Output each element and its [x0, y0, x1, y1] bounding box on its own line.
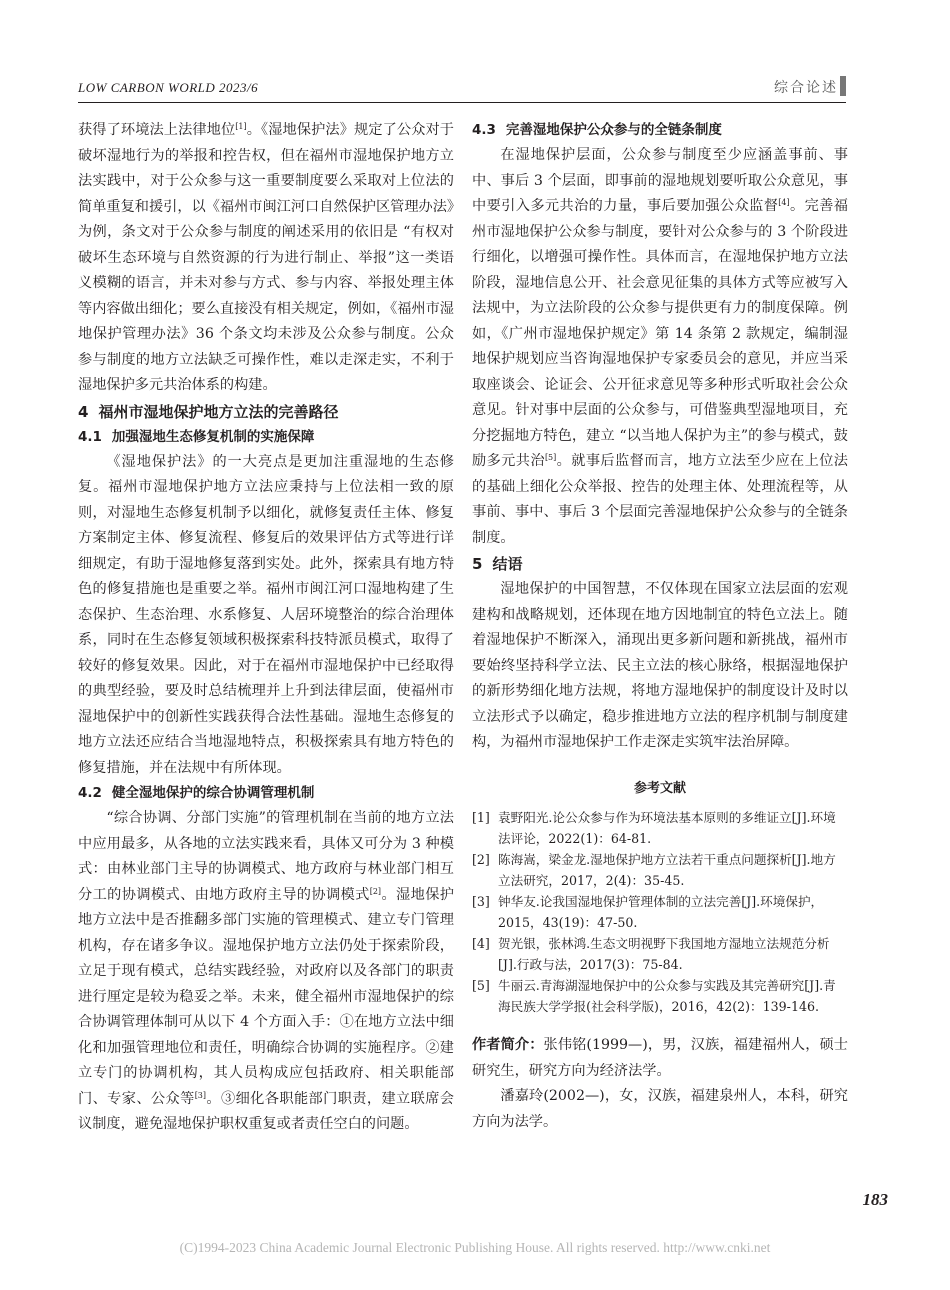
section-name: 综合论述 — [774, 80, 838, 96]
reference-item: [5] 牛丽云.青海湖湿地保护中的公众参与实践及其完善研究[J].青海民族大学学报(社会科学版)，2016，42(2)：139-146. — [472, 978, 836, 1014]
paragraph-full-chain: 在湿地保护层面，公众参与制度至少应涵盖事前、事中、事后 3 个层面，即事前的湿地规划要听取公众意见，事中要引入多元共治的力量，事后要加强公众监督[4]。完善福州市湿地保护公众参与制度，要针对公众参与的 3 个阶段进行细化，以增强可操作性。具体而言，在湿地保护地方立法阶段，湿地信息公开、社会意见征集的具体方式等应被写入法规中，为立法阶段的公众参与提供更有力的制度保障。例如，《广州市湿地保护规定》第 14 条第 2 款规定，编制湿地保护规划应当咨询湿地保护专家委员会的意见，并应当采取座谈会、论证会、公开征求意见等多种形式听取社会公众意见。针对事中层面的公众参与，可借鉴典型湿地项目，充分挖掘地方特色，建立 “以当地人保护为主”的参与模式，鼓励多元共治[5]。就事后监督而言，地方立法至少应在上位法的基础上细化公众举报、控告的处理主体、处理流程等，从事前、事中、事后 3 个层面完善湿地保护公众参与的全链条制度。 — [472, 147, 848, 546]
citation-5: [5] — [544, 453, 557, 462]
reference-item: [2] 陈海嵩，梁金龙.湿地保护地方立法若干重点问题探析[J].地方立法研究，2017，2(4)：35-45. — [472, 852, 836, 888]
paragraph-conclusion: 湿地保护的中国智慧，不仅体现在国家立法层面的宏观建构和战略规划，还体现在地方因地制宜的特色立法上。随着湿地保护不断深入，涌现出更多新问题和新挑战，福州市要始终坚持科学立法、民主立法的核心脉络，根据湿地保护的新形势细化地方法规，将地方湿地保护的制度设计及时以立法形式予以确定，稳步推进地方立法的程序机制与制度建构，为福州市湿地保护工作走深走实筑牢法治屏障。 — [472, 581, 848, 750]
paragraph-coordination: “综合协调、分部门实施”的管理机制在当前的地方立法中应用最多，从各地的立法实践来看，具体又可分为 3 种模式：由林业部门主导的协调模式、地方政府与林业部门相互分工的协调模式、由地方政府主导的协调模式[2]。湿地保护地方立法中是否推翻多部门实施的管理模式、建立专门管理机构，存在诸多争议。湿地保护地方立法仍处于探索阶段，立足于现有模式，总结实践经验，对政府以及各部门的职责进行厘定是较为稳妥之举。未来，健全福州市湿地保护的综合协调管理体制可从以下 4 个方面入手：①在地方立法中细化和加强管理地位和责任，明确综合协调的实施程序。②建立专门的协调机构，其人员构成应包括政府、相关职能部门、专家、公众等[3]。③细化各职能部门职责，建立联席会议制度，避免湿地保护职权重复或者责任空白的问题。 — [78, 810, 454, 1132]
reference-item: [3] 钟华友.论我国湿地保护管理体制的立法完善[J].环境保护，2015，43(19)：47-50. — [472, 894, 824, 930]
paragraph-public-participation: 获得了环境法上法律地位[1]。《湿地保护法》规定了公众对于破坏湿地行为的举报和控告权，但在福州市湿地保护地方立法实践中，对于公众参与这一重要制度要么采取对上位法的简单重复和援引，以《福州市闽江河口自然保护区管理办法》为例，条文对于公众参与制度的阐述采用的依旧是 “有权对破坏生态环境与自然资源的行为进行制止、举报”这一类语义模糊的语言，并未对参与方式、参与内容、举报处理主体等内容做出细化；要么直接没有相关规定，例如，《福州市湿地保护管理办法》36 个条文均未涉及公众参与制度。公众参与制度的地方立法缺乏可操作性，难以走深走实，不利于湿地保护多元共治体系的构建。 — [78, 122, 454, 393]
references-title: 参考文献 — [633, 780, 686, 796]
section-4-1-heading: 4.1 加强湿地生态修复机制的实施保障 — [78, 428, 315, 445]
reference-item: [1] 袁野阳光.论公众参与作为环境法基本原则的多维证立[J].环境法评论，2022(1)：64-81. — [472, 810, 836, 846]
citation-1: [1] — [235, 122, 247, 131]
page-number: 183 — [862, 1190, 888, 1209]
journal-name: LOW CARBON WORLD 2023/6 — [78, 80, 259, 95]
header-bar — [840, 76, 846, 96]
citation-2: [2] — [369, 886, 382, 896]
author-info — [472, 1033, 848, 1135]
author-1: 作者简介：张伟铭(1999—)，男，汉族，福建福州人，硕士研究生，研究方向为经济法学。 — [472, 1037, 848, 1079]
section-4-2-heading: 4.2 健全湿地保护的综合协调管理机制 — [78, 785, 315, 801]
citation-4: [4] — [778, 198, 790, 207]
header-rule — [78, 102, 846, 103]
author-2: 潘嘉玲(2002—)，女，汉族，福建泉州人，本科，研究方向为法学。 — [472, 1088, 848, 1130]
paragraph-ecological-restoration: 《湿地保护法》的一大亮点是更加注重湿地的生态修复。福州市湿地保护地方立法应秉持与上位法相一致的原则，对湿地生态修复机制予以细化，就修复责任主体、修复方案制定主体、修复流程、修复后的效果评估方式等进行详细规定，有助于湿地修复落到实处。此外，探索具有地方特色的修复措施也是重要之举。福州市闽江河口湿地构建了生态保护、生态治理、水系修复、人居环境整治的综合治理体系，同时在生态修复领域积极探索科技特派员模式，取得了较好的修复效果。因此，对于在福州市湿地保护中已经取得的典型经验，要及时总结梳理并上升到法律层面，使福州市湿地保护中的创新性实践获得合法性基础。湿地生态修复的地方立法还应结合当地湿地特点，积极探索具有地方特色的修复措施，并在法规中有所体现。 — [78, 453, 454, 776]
author-label: 作者简介： — [472, 1037, 544, 1053]
left-column — [78, 118, 454, 1138]
reference-list — [472, 807, 848, 1017]
section-5-heading: 5 结语 — [472, 555, 523, 573]
reference-item: [4] 贺光银，张林鸿.生态文明视野下我国地方湿地立法规范分析[J].行政与法，2017(3)：75-84. — [472, 936, 830, 972]
section-4-heading: 4 福州市湿地保护地方立法的完善路径 — [78, 402, 339, 421]
right-column — [472, 118, 848, 1135]
section-4-3-heading: 4.3 完善湿地保护公众参与的全链条制度 — [472, 122, 722, 138]
citation-3: [3] — [194, 1090, 207, 1100]
copyright-footer: (C)1994-2023 China Academic Journal Electronic Publishing House. All rights reserved. http://www.cnki.net — [179, 1240, 771, 1255]
